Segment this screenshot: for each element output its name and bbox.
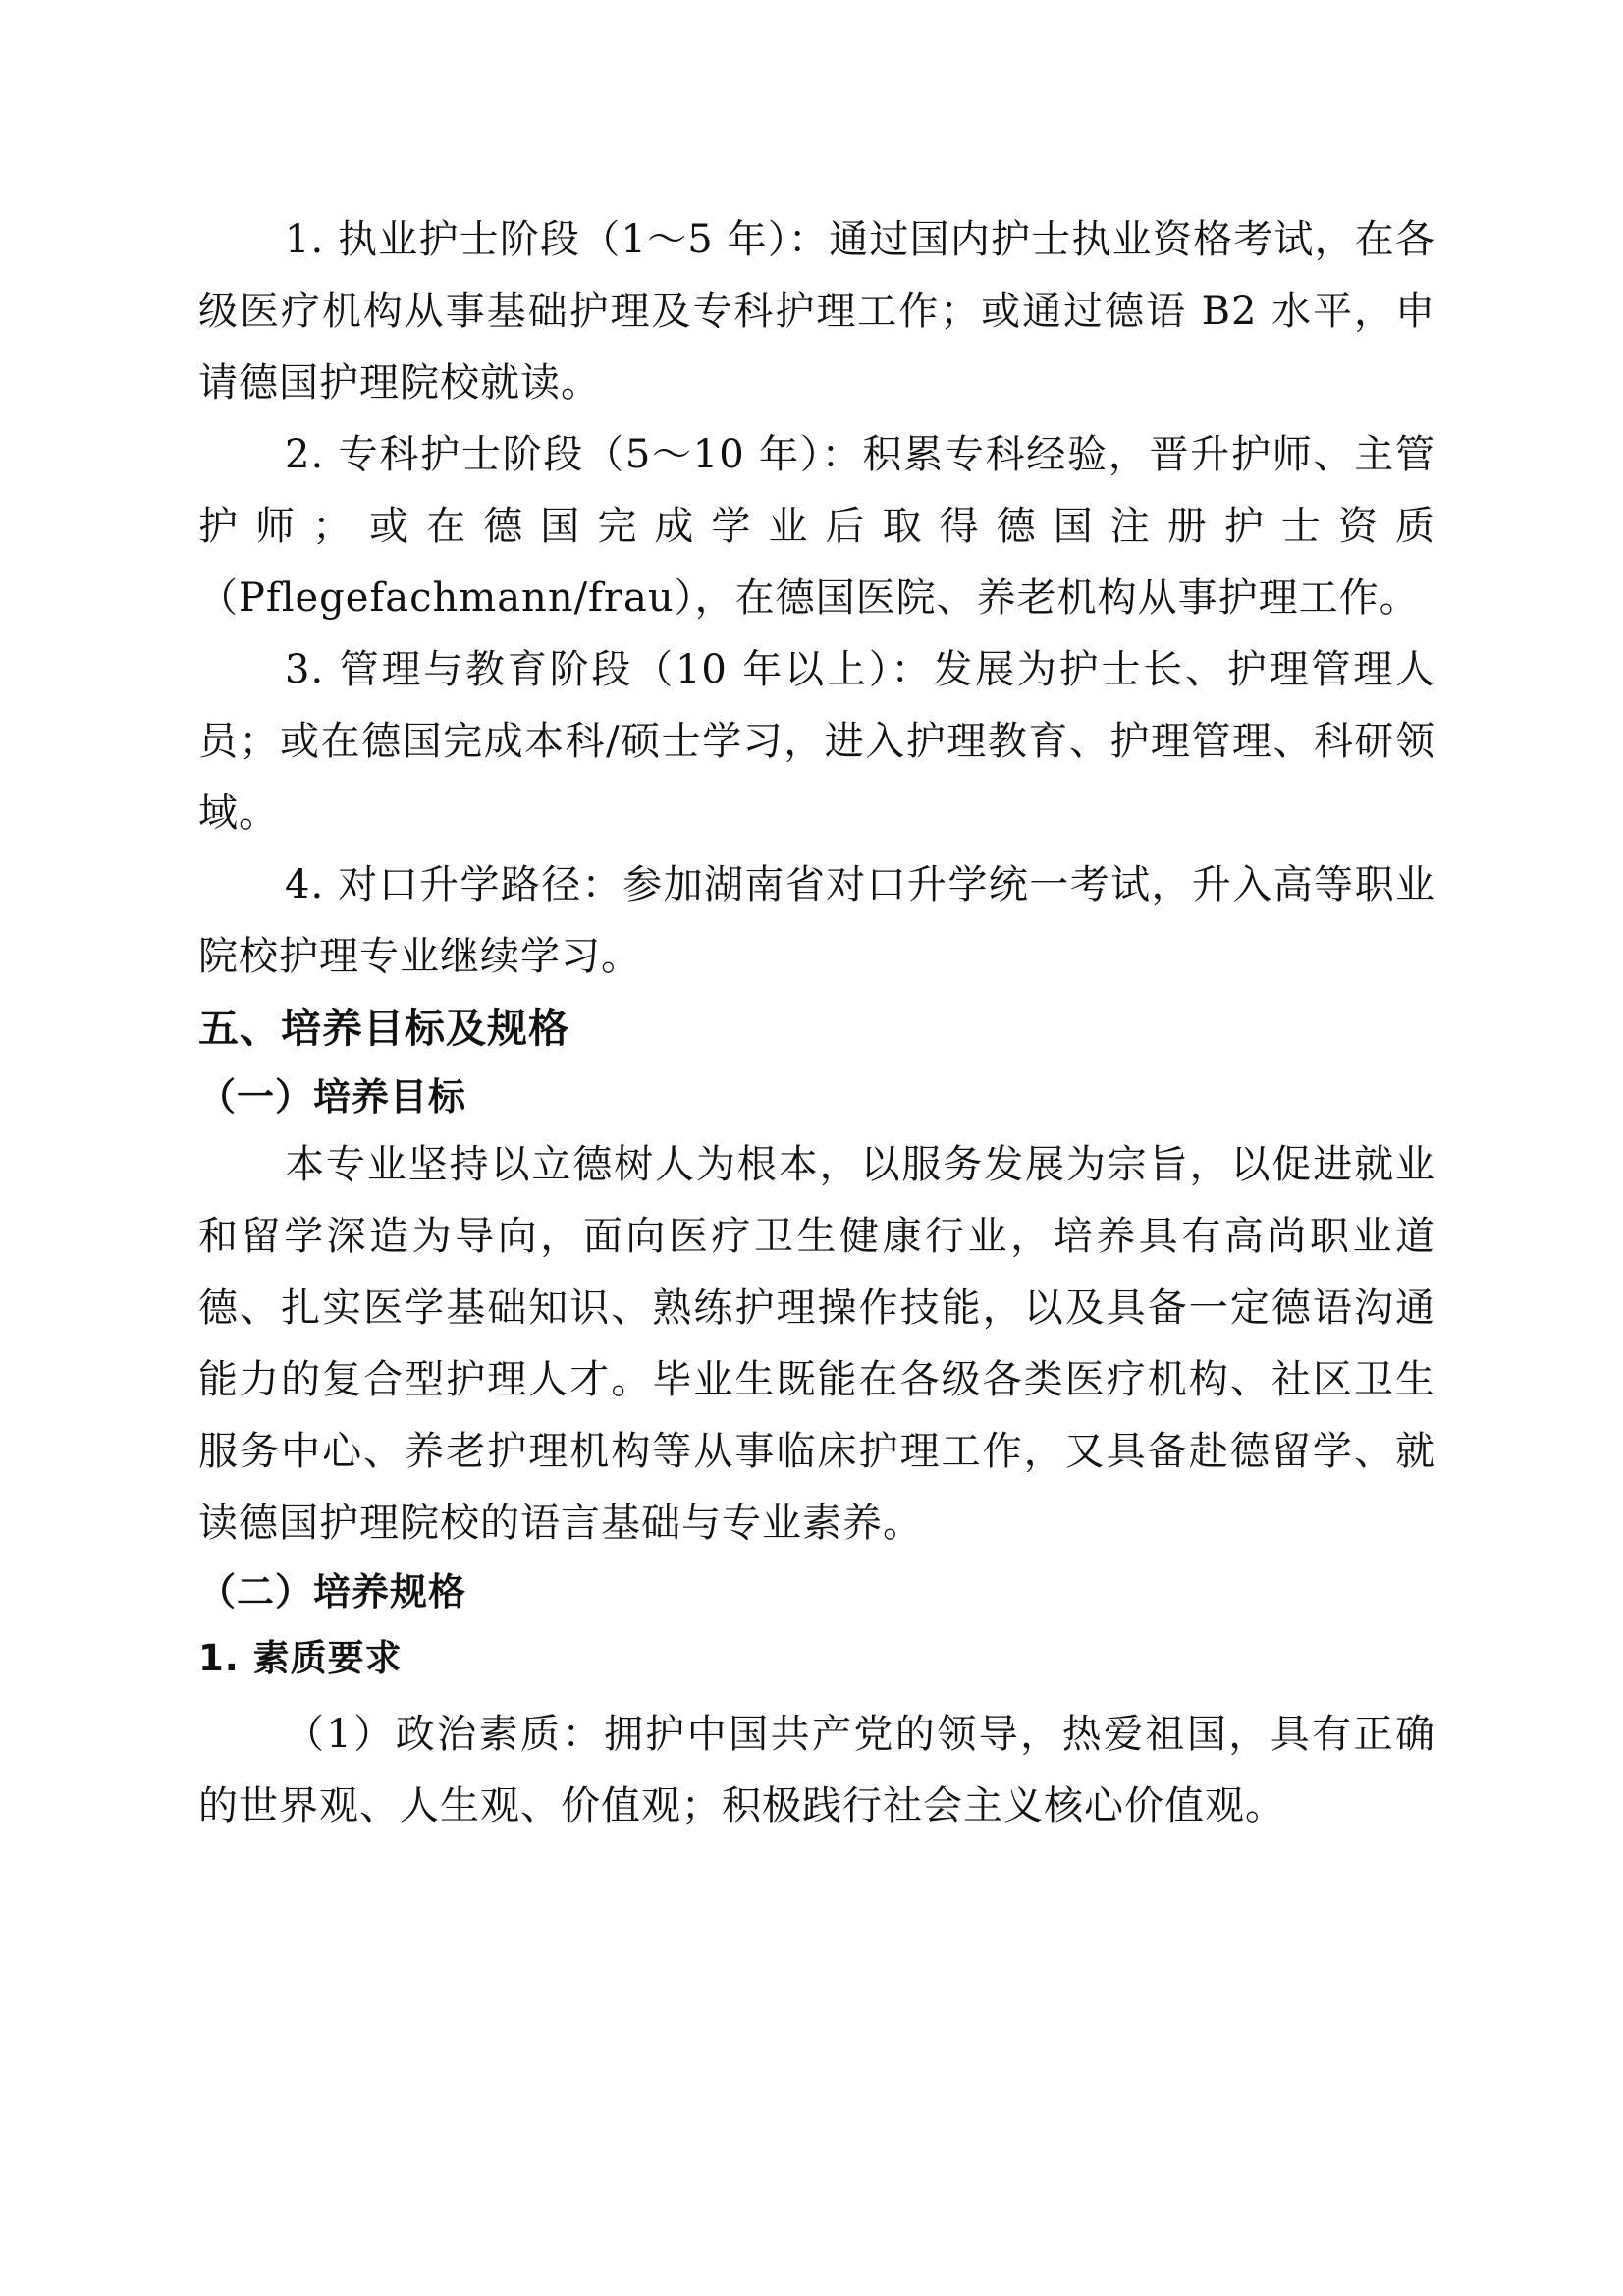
career-stage-3: 3. 管理与教育阶段（10 年以上）：发展为护士长、护理管理人员；或在德国完成本科/硕士学习，进入护理教育、护理管理、科研领域。 [198,647,1435,836]
political-quality-paragraph: （1）政治素质：拥护中国共产党的领导，热爱祖国，具有正确的世界观、人生观、价值观；积极践行社会主义核心价值观。 [198,1712,1435,1829]
subsection-heading-spec: （二）培养规格 [198,1570,467,1613]
quality-requirements-heading: 1. 素质要求 [198,1637,403,1679]
subsection-heading-goal: （一）培养目标 [198,1075,467,1119]
career-stage-2: 2. 专科护士阶段（5～10 年）：积累专科经验，晋升护师、主管护师；或在德国完成学业后取得德国注册护士资质（Pflegefachmann/frau），在德国医院、养老机构从事护理工作。 [198,432,1435,621]
goal-paragraph: 本专业坚持以立德树人为根本，以服务发展为宗旨，以促进就业和留学深造为导向，面向医疗卫生健康行业，培养具有高尚职业道德、扎实医学基础知识、熟练护理操作技能，以及具备一定德语沟通能力的复合型护理人才。毕业生既能在各级各类医疗机构、社区卫生服务中心、养老护理机构等从事临床护理工作，又具备赴德留学、就读德国护理院校的语言基础与专业素养。 [198,1142,1435,1546]
career-stage-4: 4. 对口升学路径：参加湖南省对口升学统一考试，升入高等职业院校护理专业继续学习。 [198,862,1435,979]
page-content [198,204,1435,1842]
career-stage-1: 1. 执业护士阶段（1～5 年）：通过国内护士执业资格考试，在各级医疗机构从事基础护理及专科护理工作；或通过德语 B2 水平，申请德国护理院校就读。 [198,217,1435,406]
section-heading-five: 五、培养目标及规格 [198,1005,569,1052]
career-stage-list [198,204,1435,993]
